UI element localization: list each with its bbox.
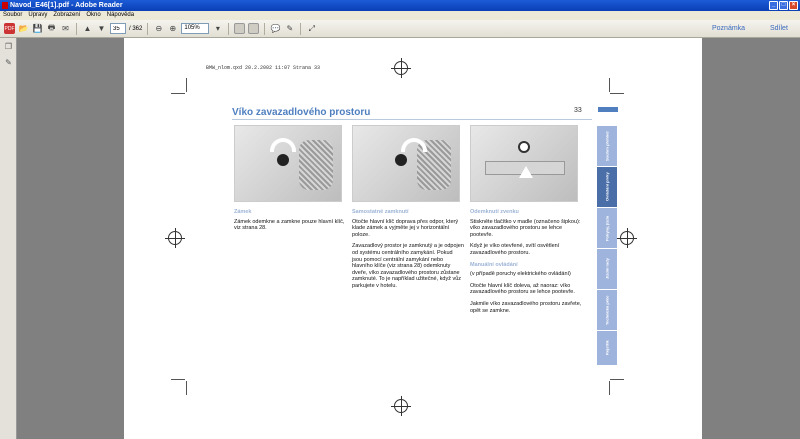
zoom-field[interactable]: 105% xyxy=(181,23,209,34)
zoom-dropdown-icon[interactable]: ▾ xyxy=(215,24,220,33)
maximize-button[interactable]: □ xyxy=(779,1,788,10)
create-pdf-icon[interactable]: PDF xyxy=(4,23,15,34)
print-slug: BMW_nlom.qxd 20.2.2002 11:07 Strana 33 xyxy=(206,65,321,71)
separator xyxy=(264,23,265,35)
paragraph: (v případě poruchy elektrického ovládání) xyxy=(470,271,571,278)
registration-mark xyxy=(394,399,408,413)
minimize-button[interactable]: _ xyxy=(769,1,778,10)
menu-zobrazeni[interactable]: Zobrazení xyxy=(53,12,81,18)
section-tab: Rejstřík xyxy=(597,331,617,365)
pdf-page xyxy=(124,38,702,439)
close-button[interactable]: × xyxy=(789,1,798,10)
crop-mark xyxy=(610,93,624,94)
section-tab: Jízdní rady xyxy=(597,249,617,289)
section-tab: Souhrn přehled xyxy=(597,126,617,166)
pages-icon[interactable]: ❐ xyxy=(4,42,13,51)
crop-mark xyxy=(609,381,610,395)
page-total: / 362 xyxy=(129,25,143,32)
page-number-bar xyxy=(598,107,618,112)
toolbar xyxy=(0,20,800,38)
paragraph: Zámek odemkne a zamkne pouze hlavní klíč, viz strana 28. xyxy=(234,218,345,232)
share-button[interactable]: Sdílet xyxy=(770,25,788,32)
separator xyxy=(228,23,229,35)
crop-mark xyxy=(610,379,624,380)
crop-mark xyxy=(186,78,187,92)
title-bar xyxy=(0,0,800,11)
column-heading: Odemknutí zvenku xyxy=(470,209,519,215)
separate-lock-photo xyxy=(352,125,460,202)
crop-mark xyxy=(609,78,610,92)
menu-soubor[interactable]: Soubor xyxy=(3,12,23,18)
attachments-icon[interactable]: ✎ xyxy=(5,58,12,67)
separator xyxy=(300,23,301,35)
lock-cylinder-icon xyxy=(395,154,407,166)
page-number: 33 xyxy=(574,107,582,114)
column-heading: Zámek xyxy=(234,209,252,215)
section-tab: Pokyny, jízda xyxy=(597,208,617,248)
print-icon[interactable]: 🖶 xyxy=(47,22,56,32)
paragraph: Když je víko otevřené, svítí osvětlení zavazadlového prostoru. xyxy=(470,243,560,256)
menu-napoveda[interactable]: Nápověda xyxy=(106,12,135,18)
bmw-logo-icon xyxy=(518,141,530,153)
paragraph: Otočte hlavní klíč doprava přes odpor, který klade zámek a vyjměte jej v horizontální poloze. xyxy=(352,218,459,238)
column-heading: Manuální ovládání xyxy=(470,261,518,268)
fit-page-icon[interactable] xyxy=(234,23,245,34)
page-number-input[interactable] xyxy=(110,23,126,34)
registration-mark xyxy=(394,61,408,75)
menu-okno[interactable]: Okno xyxy=(86,12,101,18)
registration-mark xyxy=(620,231,634,245)
highlight-icon[interactable]: ✎ xyxy=(286,24,294,33)
next-page-icon[interactable]: ▼ xyxy=(97,24,106,33)
separator xyxy=(76,23,77,35)
column-heading: Samostatné zamknutí xyxy=(352,209,409,215)
paragraph: Jakmile víko zavazadlového prostoru zavřete, opět se zamkne. xyxy=(470,300,582,314)
crop-mark xyxy=(186,381,187,395)
column-separate-lock xyxy=(352,209,464,295)
navigation-pane xyxy=(0,38,17,439)
lock-photo xyxy=(234,125,342,202)
zoom-in-icon[interactable]: ⊕ xyxy=(169,24,177,33)
app-icon xyxy=(2,2,8,9)
section-tab: Technická péče xyxy=(597,290,617,330)
comment-icon[interactable]: 💬 xyxy=(270,24,281,33)
section-tab-active: Ovládání prvky xyxy=(597,167,617,207)
paragraph: Zavazadlový prostor je zamknutý a je odpojen od systému centrálního zamykání. Pokud jsou pomocí centrální zamykání nebo hlavního klíče (viz strana 28) odemknuty dveře, víko zavazadlového prostoru zůstane zamknuté. To je například užitečné, když vůz parkujete v hotelu. xyxy=(352,243,464,289)
column-lock xyxy=(234,209,346,237)
title-rule xyxy=(232,119,592,120)
menu-bar xyxy=(0,11,800,20)
expand-icon[interactable]: ⤢ xyxy=(308,23,316,33)
separator xyxy=(147,23,148,35)
arrow-up-icon xyxy=(519,166,533,178)
page-title: Víko zavazadlového prostoru xyxy=(232,107,371,118)
prev-page-icon[interactable]: ▲ xyxy=(83,24,92,33)
registration-mark xyxy=(168,231,182,245)
menu-upravy[interactable]: Úpravy xyxy=(28,12,48,18)
rotation-arrow-icon xyxy=(270,138,296,152)
column-unlock-outside xyxy=(470,209,582,319)
lock-cylinder-icon xyxy=(277,154,289,166)
open-icon[interactable]: 📂 xyxy=(18,24,29,33)
paragraph: Otočte hlavní klíč doleva, až naoraz: víko zavazadlového prostoru se lehce pootevře. xyxy=(470,282,575,296)
save-icon[interactable]: 💾 xyxy=(32,24,43,33)
zoom-out-icon[interactable]: ⊖ xyxy=(155,24,163,33)
fit-width-icon[interactable] xyxy=(248,23,259,34)
document-area[interactable] xyxy=(17,38,800,439)
window-title: Navod_E46[1].pdf - Adobe Reader xyxy=(10,2,123,9)
crop-mark xyxy=(171,379,185,380)
paragraph: Stiskněte tlačítko v madle (označeno šipkou): víko zavazadlového prostoru se lehce pootevře. xyxy=(470,218,581,238)
comment-button[interactable]: Poznámka xyxy=(712,25,746,32)
email-icon[interactable]: ✉ xyxy=(62,24,69,33)
crop-mark xyxy=(171,93,185,94)
trunk-release-photo xyxy=(470,125,578,202)
